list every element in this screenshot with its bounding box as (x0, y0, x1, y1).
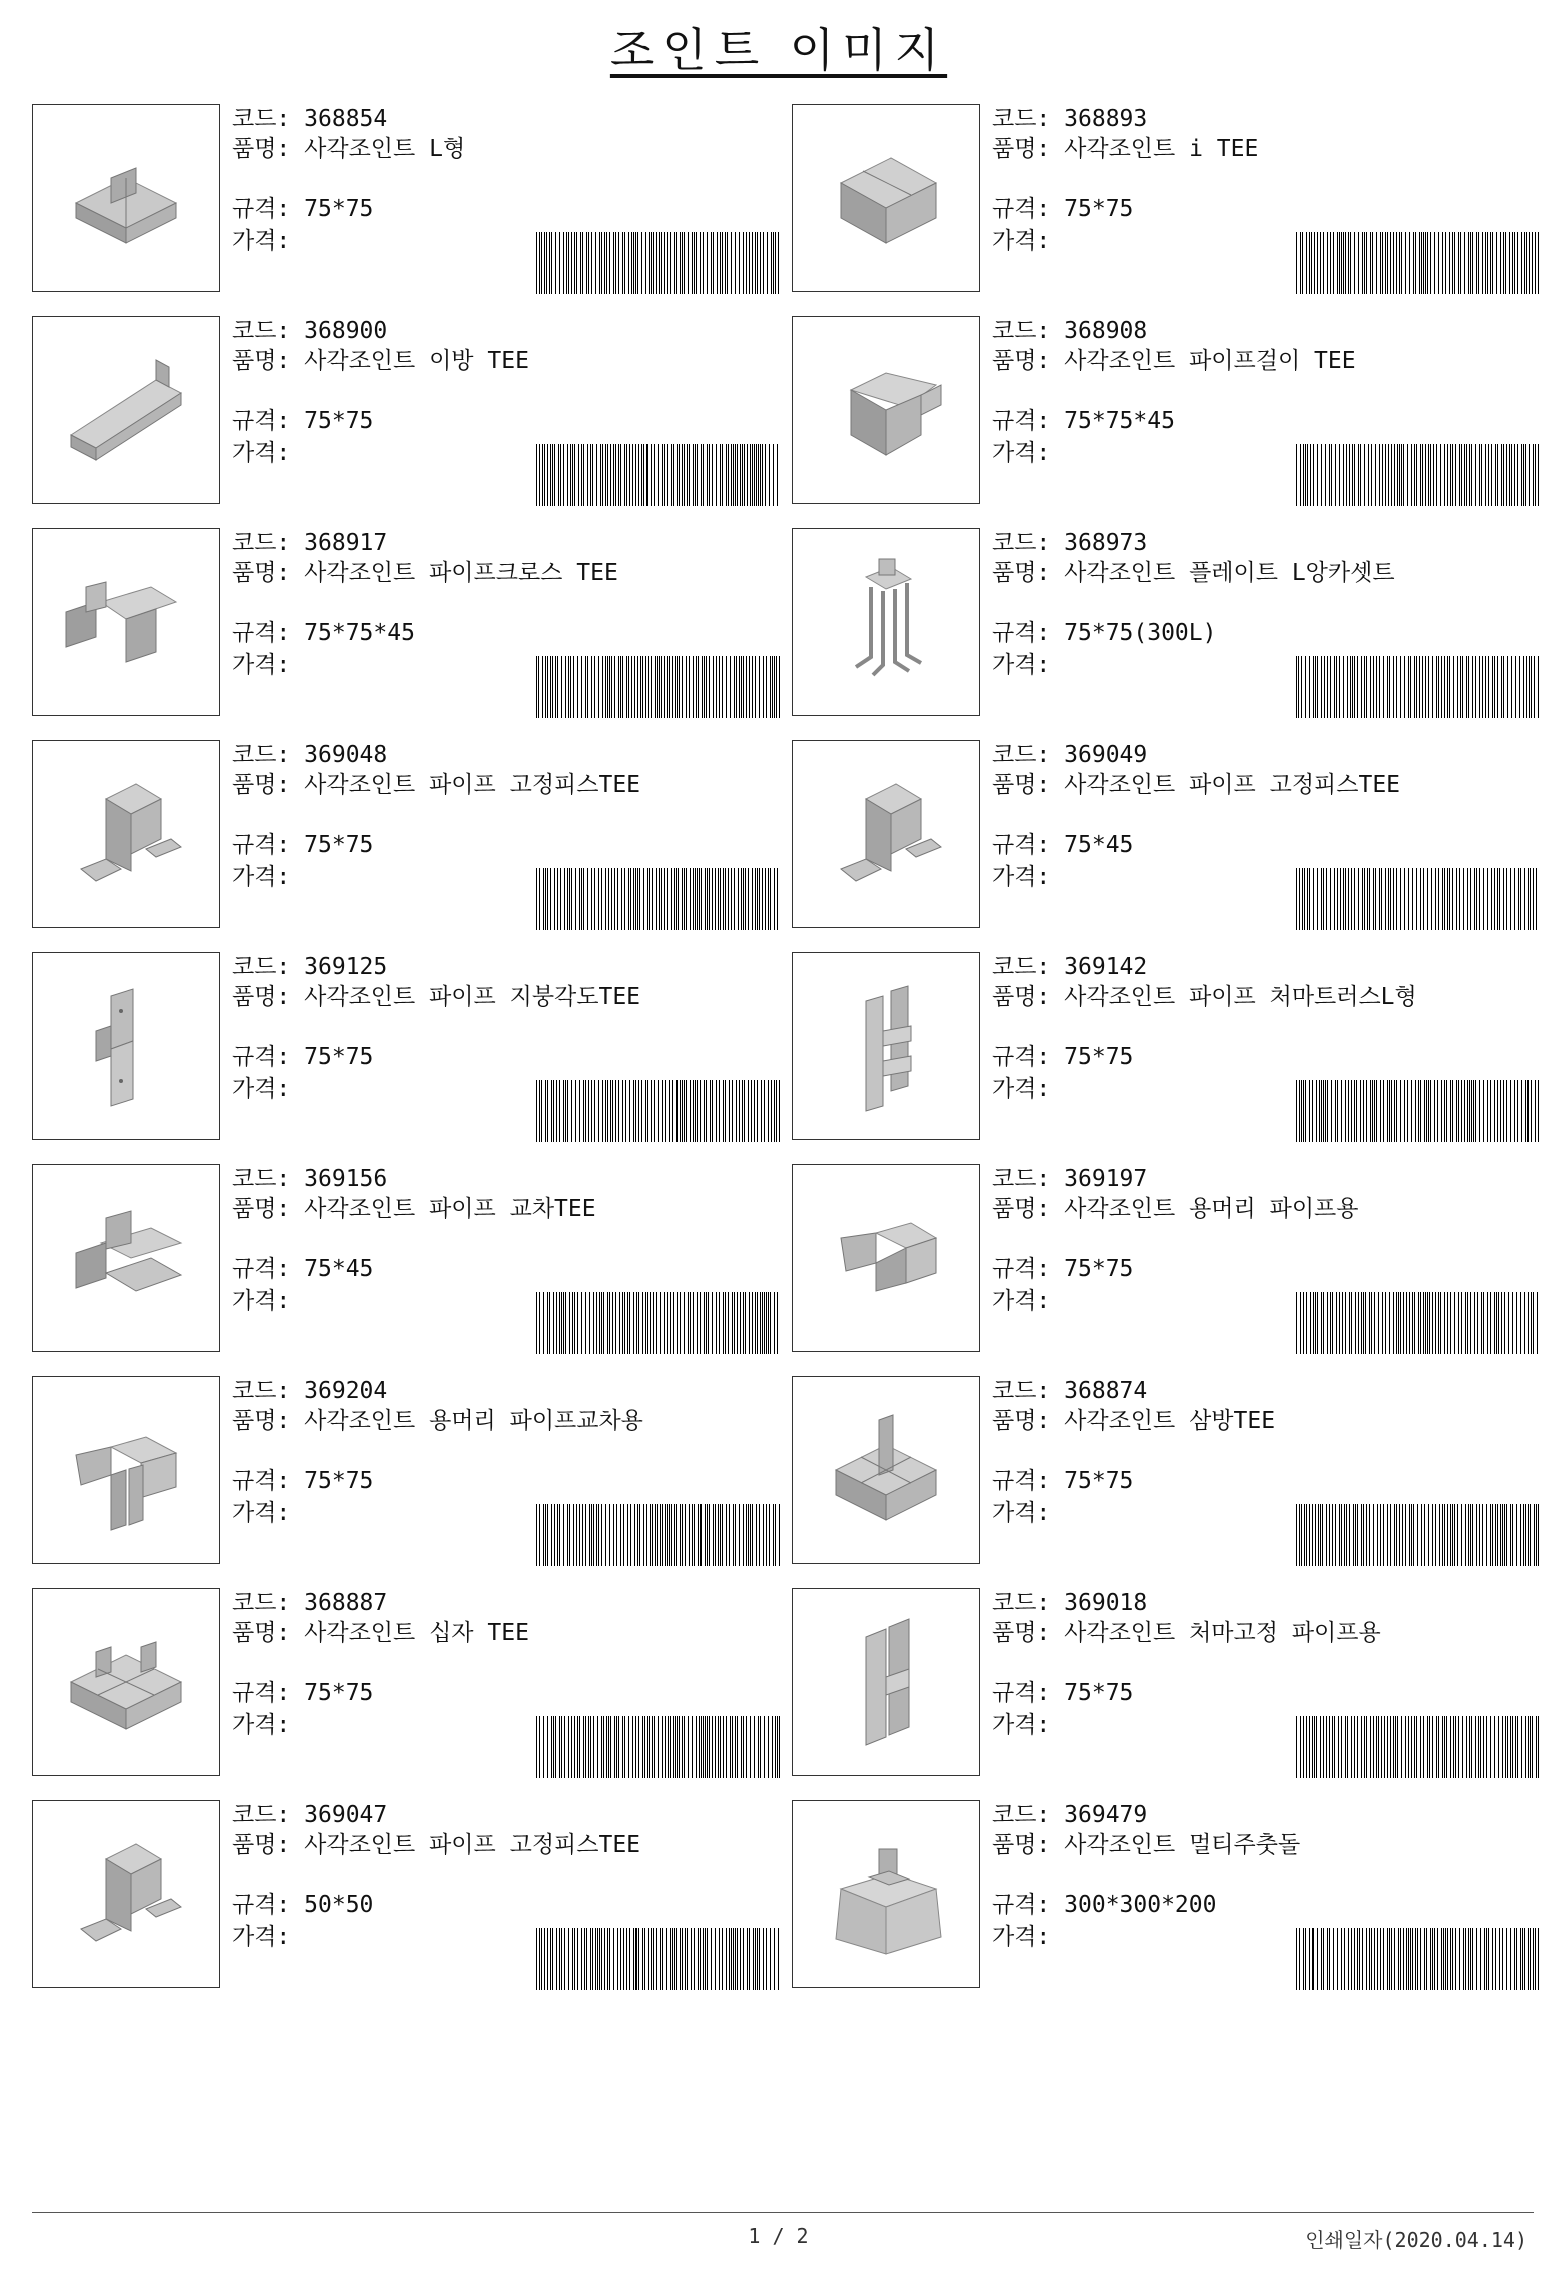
name-row: 품명: 사각조인트 멀티주춧돌 (992, 1832, 1301, 1858)
product-spec: 300*300*200 (1064, 1892, 1217, 1918)
product-card (32, 316, 792, 506)
product-code: 369197 (1064, 1166, 1148, 1192)
barcode (534, 444, 784, 506)
product-name: 사각조인트 이방 TEE (304, 348, 529, 374)
barcode (1294, 1504, 1544, 1566)
spec-row: 규격: 75*45 (232, 1256, 374, 1282)
price-row: 가격: (232, 1500, 291, 1526)
product-code: 369047 (304, 1802, 388, 1828)
name-row: 품명: 사각조인트 파이프크로스 TEE (232, 560, 618, 586)
product-card (32, 1376, 792, 1566)
pipe-cross-tee-icon (51, 547, 201, 697)
product-code: 368874 (1064, 1378, 1148, 1404)
product-card (792, 740, 1552, 930)
code-row: 코드: 369204 (232, 1378, 388, 1404)
product-spec: 75*75 (1064, 1680, 1134, 1706)
code-row: 코드: 369479 (992, 1802, 1148, 1828)
code-row: 코드: 368854 (232, 106, 388, 132)
barcode (1294, 1716, 1544, 1778)
product-code: 368893 (1064, 106, 1148, 132)
pipe-hanger-tee-icon (811, 335, 961, 485)
code-row: 코드: 369048 (232, 742, 388, 768)
product-card (32, 1800, 792, 1990)
product-spec: 75*75 (304, 1468, 374, 1494)
product-card (32, 104, 792, 294)
product-code: 369018 (1064, 1590, 1148, 1616)
code-row: 코드: 369142 (992, 954, 1148, 980)
product-card (792, 952, 1552, 1142)
product-code: 368917 (304, 530, 388, 556)
product-image-frame (32, 1588, 220, 1776)
barcode (534, 656, 784, 718)
product-name: 사각조인트 파이프 처마트러스L형 (1064, 984, 1417, 1010)
pipe-fixing-tee-icon (51, 759, 201, 909)
barcode (1294, 444, 1544, 506)
spec-row: 규격: 50*50 (232, 1892, 374, 1918)
price-row: 가격: (232, 228, 291, 254)
product-spec: 75*75 (304, 1044, 374, 1070)
product-name: 사각조인트 삼방TEE (1064, 1408, 1276, 1434)
two-way-tee-icon (51, 335, 201, 485)
price-row: 가격: (992, 864, 1051, 890)
name-row: 품명: 사각조인트 십자 TEE (232, 1620, 529, 1646)
barcode (1294, 868, 1544, 930)
product-image-frame (792, 1376, 980, 1564)
code-row: 코드: 369018 (992, 1590, 1148, 1616)
spec-row: 규격: 75*75*45 (992, 408, 1175, 434)
product-spec: 75*75(300L) (1064, 620, 1217, 646)
price-row: 가격: (992, 1712, 1051, 1738)
product-card (792, 1588, 1552, 1778)
eave-fixing-joint-icon (811, 1607, 961, 1757)
product-name: 사각조인트 용머리 파이프교차용 (304, 1408, 643, 1434)
product-code: 368973 (1064, 530, 1148, 556)
spec-row: 규격: 75*75 (992, 1468, 1134, 1494)
barcode (534, 1080, 784, 1142)
product-code: 369204 (304, 1378, 388, 1404)
name-row: 품명: 사각조인트 파이프 처마트러스L형 (992, 984, 1417, 1010)
product-code: 369142 (1064, 954, 1148, 980)
product-code: 368908 (1064, 318, 1148, 344)
product-name: 사각조인트 용머리 파이프용 (1064, 1196, 1359, 1222)
code-row: 코드: 369197 (992, 1166, 1148, 1192)
product-spec: 75*75 (304, 408, 374, 434)
spec-row: 규격: 75*75*45 (232, 620, 415, 646)
code-row: 코드: 368874 (992, 1378, 1148, 1404)
barcode (1294, 1080, 1544, 1142)
cross-tee-icon (51, 1183, 201, 1333)
code-row: 코드: 369156 (232, 1166, 388, 1192)
price-row: 가격: (232, 440, 291, 466)
product-name: 사각조인트 i TEE (1064, 136, 1259, 162)
name-row: 품명: 사각조인트 파이프걸이 TEE (992, 348, 1356, 374)
pipe-fixing-tee-icon (811, 759, 961, 909)
barcode (534, 1504, 784, 1566)
product-code: 369049 (1064, 742, 1148, 768)
code-row: 코드: 368893 (992, 106, 1148, 132)
product-name: 사각조인트 파이프걸이 TEE (1064, 348, 1356, 374)
product-spec: 75*75*45 (1064, 408, 1175, 434)
product-name: 사각조인트 플레이트 L앙카셋트 (1064, 560, 1395, 586)
product-card (32, 740, 792, 930)
spec-row: 규격: 75*75 (232, 408, 374, 434)
print-date: 인쇄일자(2020.04.14) (1305, 2228, 1527, 2252)
product-code: 369125 (304, 954, 388, 980)
price-row: 가격: (232, 652, 291, 678)
product-code: 368900 (304, 318, 388, 344)
product-code: 368887 (304, 1590, 388, 1616)
product-name: 사각조인트 파이프 교차TEE (304, 1196, 596, 1222)
code-row: 코드: 368887 (232, 1590, 388, 1616)
price-row: 가격: (992, 440, 1051, 466)
roof-angle-tee-icon (51, 971, 201, 1121)
product-spec: 50*50 (304, 1892, 374, 1918)
price-row: 가격: (992, 1288, 1051, 1314)
price-row: 가격: (232, 1712, 291, 1738)
spec-row: 규격: 75*75 (992, 1044, 1134, 1070)
code-row: 코드: 369049 (992, 742, 1148, 768)
spec-row: 규격: 75*75(300L) (992, 620, 1217, 646)
product-image-frame (32, 528, 220, 716)
product-name: 사각조인트 십자 TEE (304, 1620, 529, 1646)
name-row: 품명: 사각조인트 파이프 고정피스TEE (232, 1832, 641, 1858)
product-name: 사각조인트 멀티주춧돌 (1064, 1832, 1301, 1858)
spec-row: 규격: 75*45 (992, 832, 1134, 858)
price-row: 가격: (232, 1924, 291, 1950)
product-image-frame (792, 1800, 980, 1988)
product-code: 368854 (304, 106, 388, 132)
code-row: 코드: 368908 (992, 318, 1148, 344)
barcode (534, 232, 784, 294)
product-spec: 75*75 (1064, 1468, 1134, 1494)
product-image-frame (792, 104, 980, 292)
l-shape-joint-icon (51, 123, 201, 273)
cross-shape-tee-icon (51, 1607, 201, 1757)
name-row: 품명: 사각조인트 삼방TEE (992, 1408, 1276, 1434)
product-image-frame (792, 1164, 980, 1352)
product-spec: 75*75 (304, 1680, 374, 1706)
product-code: 369156 (304, 1166, 388, 1192)
spec-row: 규격: 75*75 (992, 1680, 1134, 1706)
product-card (32, 1588, 792, 1778)
barcode (1294, 1928, 1544, 1990)
name-row: 품명: 사각조인트 L형 (232, 136, 466, 162)
name-row: 품명: 사각조인트 파이프 고정피스TEE (232, 772, 641, 798)
barcode (1294, 1292, 1544, 1354)
product-spec: 75*75*45 (304, 620, 415, 646)
product-spec: 75*75 (1064, 196, 1134, 222)
product-card (792, 1376, 1552, 1566)
code-row: 코드: 369047 (232, 1802, 388, 1828)
name-row: 품명: 사각조인트 플레이트 L앙카셋트 (992, 560, 1395, 586)
product-image-frame (792, 528, 980, 716)
barcode (534, 868, 784, 930)
product-image-frame (32, 1376, 220, 1564)
spec-row: 규격: 300*300*200 (992, 1892, 1217, 1918)
price-row: 가격: (992, 1924, 1051, 1950)
spec-row: 규격: 75*75 (232, 196, 374, 222)
product-name: 사각조인트 파이프크로스 TEE (304, 560, 618, 586)
spec-row: 규격: 75*75 (232, 1468, 374, 1494)
eave-truss-l-icon (811, 971, 961, 1121)
barcode (1294, 232, 1544, 294)
product-card (32, 528, 792, 718)
product-name: 사각조인트 파이프 고정피스TEE (304, 772, 641, 798)
product-spec: 75*75 (1064, 1044, 1134, 1070)
barcode (1294, 656, 1544, 718)
spec-row: 규격: 75*75 (992, 1256, 1134, 1282)
multi-foundation-stone-icon (811, 1819, 961, 1969)
product-card (792, 104, 1552, 294)
name-row: 품명: 사각조인트 파이프 교차TEE (232, 1196, 596, 1222)
price-row: 가격: (992, 1076, 1051, 1102)
page-title (0, 14, 1557, 80)
anchor-plate-set-icon (811, 547, 961, 697)
price-row: 가격: (992, 228, 1051, 254)
product-spec: 75*75 (304, 832, 374, 858)
price-row: 가격: (232, 864, 291, 890)
product-card (792, 316, 1552, 506)
product-name: 사각조인트 처마고정 파이프용 (1064, 1620, 1381, 1646)
price-row: 가격: (992, 1500, 1051, 1526)
product-spec: 75*45 (1064, 832, 1134, 858)
product-card (792, 1164, 1552, 1354)
name-row: 품명: 사각조인트 용머리 파이프교차용 (232, 1408, 643, 1434)
spec-row: 규격: 75*75 (232, 832, 374, 858)
code-row: 코드: 368917 (232, 530, 388, 556)
code-row: 코드: 368900 (232, 318, 388, 344)
pipe-fixing-tee-icon (51, 1819, 201, 1969)
code-row: 코드: 369125 (232, 954, 388, 980)
name-row: 품명: 사각조인트 파이프 지붕각도TEE (232, 984, 641, 1010)
product-image-frame (792, 316, 980, 504)
product-grid (32, 104, 1552, 1990)
barcode (534, 1292, 784, 1354)
product-image-frame (792, 952, 980, 1140)
product-image-frame (32, 952, 220, 1140)
product-code: 369048 (304, 742, 388, 768)
product-image-frame (792, 740, 980, 928)
spec-row: 규격: 75*75 (992, 196, 1134, 222)
barcode (534, 1716, 784, 1778)
footer-divider (32, 2212, 1534, 2213)
i-tee-joint-icon (811, 123, 961, 273)
product-image-frame (32, 1800, 220, 1988)
name-row: 품명: 사각조인트 i TEE (992, 136, 1259, 162)
spec-row: 규격: 75*75 (232, 1044, 374, 1070)
price-row: 가격: (992, 652, 1051, 678)
product-card (32, 952, 792, 1142)
product-card (792, 1800, 1552, 1990)
product-image-frame (32, 104, 220, 292)
product-image-frame (32, 740, 220, 928)
product-code: 369479 (1064, 1802, 1148, 1828)
ridge-pipe-joint-icon (811, 1183, 961, 1333)
product-name: 사각조인트 L형 (304, 136, 466, 162)
product-card (32, 1164, 792, 1354)
product-image-frame (32, 316, 220, 504)
barcode (534, 1928, 784, 1990)
page-title-text: 조인트 이미지 (609, 23, 948, 77)
ridge-cross-joint-icon (51, 1395, 201, 1545)
name-row: 품명: 사각조인트 파이프 고정피스TEE (992, 772, 1401, 798)
product-name: 사각조인트 파이프 고정피스TEE (1064, 772, 1401, 798)
name-row: 품명: 사각조인트 이방 TEE (232, 348, 529, 374)
product-image-frame (792, 1588, 980, 1776)
product-name: 사각조인트 파이프 고정피스TEE (304, 1832, 641, 1858)
price-row: 가격: (232, 1288, 291, 1314)
product-image-frame (32, 1164, 220, 1352)
name-row: 품명: 사각조인트 용머리 파이프용 (992, 1196, 1359, 1222)
product-name: 사각조인트 파이프 지붕각도TEE (304, 984, 641, 1010)
product-spec: 75*45 (304, 1256, 374, 1282)
product-spec: 75*75 (304, 196, 374, 222)
spec-row: 규격: 75*75 (232, 1680, 374, 1706)
three-way-tee-icon (811, 1395, 961, 1545)
product-card (792, 528, 1552, 718)
product-spec: 75*75 (1064, 1256, 1134, 1282)
code-row: 코드: 368973 (992, 530, 1148, 556)
price-row: 가격: (232, 1076, 291, 1102)
name-row: 품명: 사각조인트 처마고정 파이프용 (992, 1620, 1381, 1646)
page-number: 1 / 2 (748, 2224, 809, 2248)
